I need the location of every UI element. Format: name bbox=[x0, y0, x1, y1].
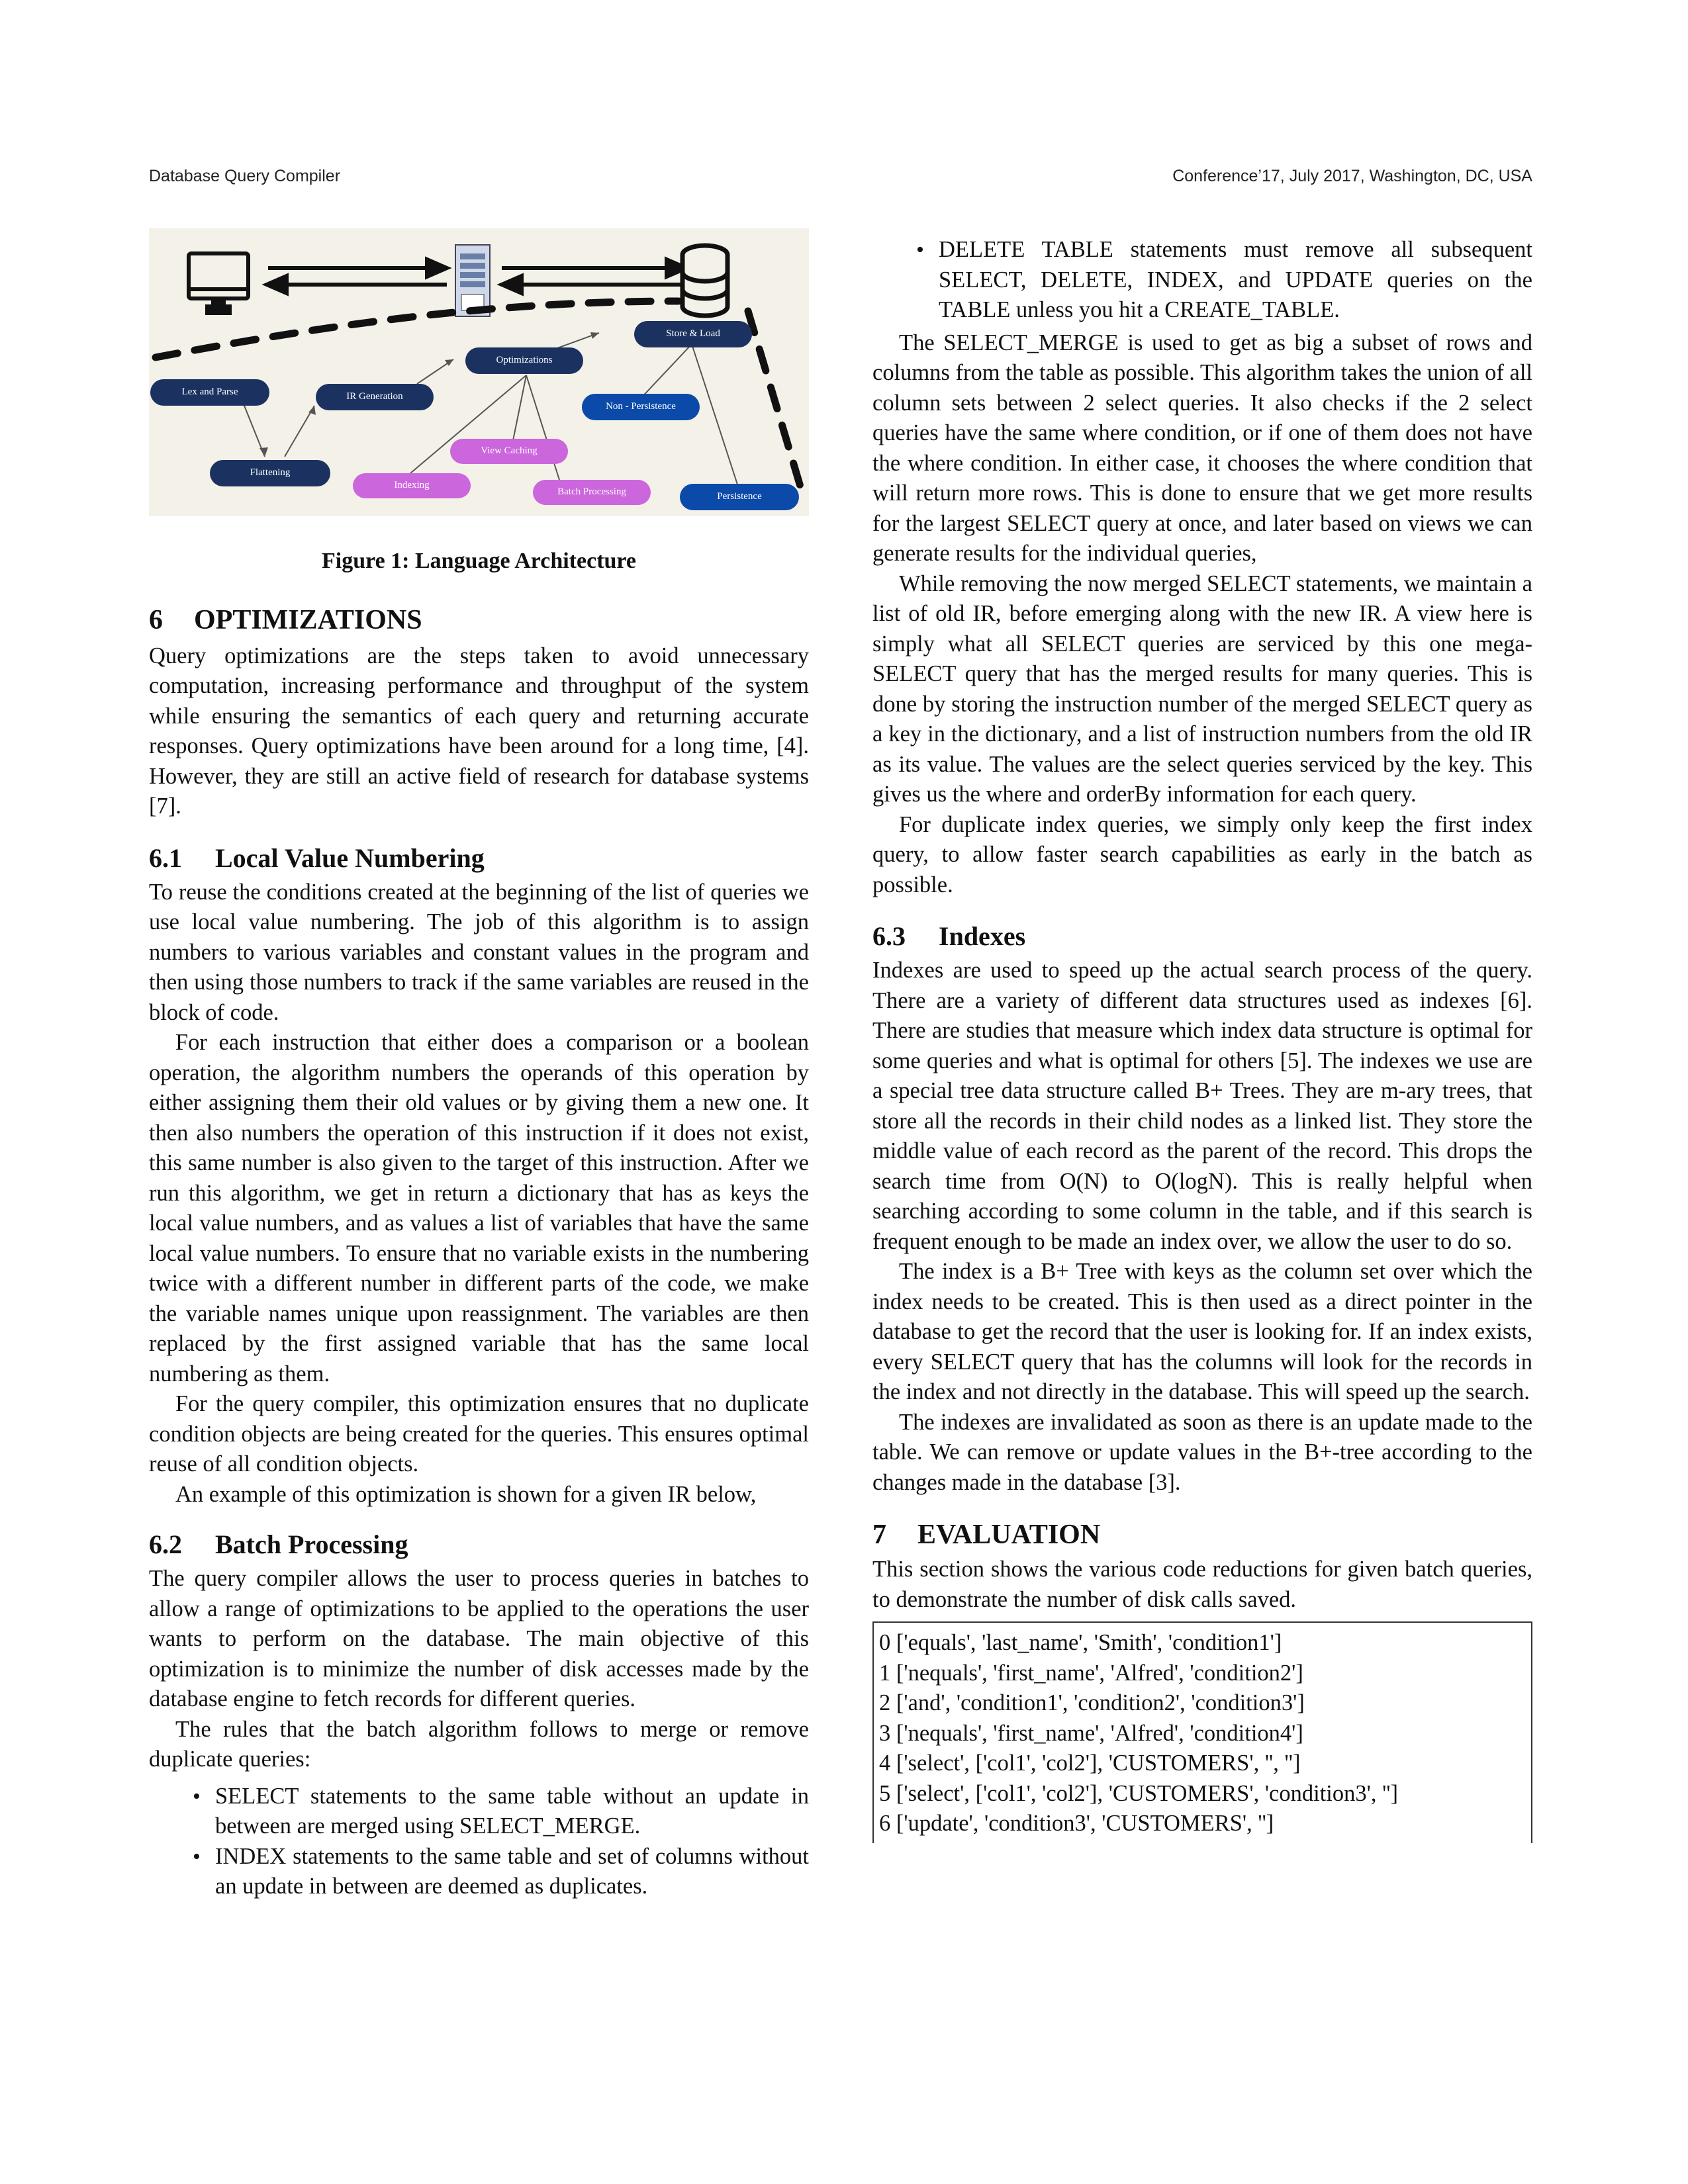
right-column bbox=[872, 235, 1532, 1843]
node-ir-generation: IR Generation bbox=[316, 384, 434, 410]
subsection-heading-local-value-numbering: 6.1 Local Value Numbering bbox=[149, 842, 485, 873]
paragraph: The index is a B+ Tree with keys as the column set over which the index needs to be created. This is then used as a direct pointer in the database to get the record that the user is looking for. If an index exists, every SELECT query that has the columns will look for the records in the index and not directly in the database. This will speed up the search. bbox=[872, 1259, 1532, 1404]
ir-code-listing bbox=[872, 1621, 1532, 1843]
paragraph: The rules that the batch algorithm follows to merge or remove duplicate queries: bbox=[149, 1716, 809, 1772]
paragraph: For the query compiler, this optimization ensures that no duplicate condition objects are being created for the queries. This ensures optimal reuse of all condition objects. bbox=[149, 1391, 809, 1477]
section-heading-optimizations: 6 OPTIMIZATIONS bbox=[149, 604, 422, 635]
code-line: 5 ['select', ['col1', 'col2'], 'CUSTOMERS', 'condition3', ''] bbox=[879, 1780, 1398, 1806]
list-item: • SELECT statements to the same table without an update in between are merged using SELECT_MERGE. bbox=[215, 1782, 809, 1842]
subsection-heading-batch-processing: 6.2 Batch Processing bbox=[149, 1529, 408, 1559]
paragraph: The indexes are invalidated as soon as there is an update made to the table. We can remove or update values in the B+-tree according to the changes made in the database [3]. bbox=[872, 1409, 1532, 1495]
paragraph: While removing the now merged SELECT statements, we maintain a list of old IR, before emerging along with the new IR. A view here is simply what all SELECT queries are serviced by this one mega-SELECT query that has the merged results for many queries. This is done by storing the instruction number of the merged SELECT query as a key in the dictionary, and a list of instruction numbers from the old IR as its value. The values are the select queries serviced by the key. This gives us the where and orderBy information for each query. bbox=[872, 570, 1532, 807]
code-line: 2 ['and', 'condition1', 'condition2', 'condition3'] bbox=[879, 1690, 1305, 1715]
code-line: 4 ['select', ['col1', 'col2'], 'CUSTOMERS', '', ''] bbox=[879, 1751, 1301, 1776]
paragraph: The query compiler allows the user to process queries in batches to allow a range of optimizations to be applied to the operations the user wants to perform on the database. The main objective of this optimization is to minimize the number of disk accesses made by the database engine to fetch records for different queries. bbox=[149, 1566, 809, 1711]
node-optimizations: Optimizations bbox=[465, 347, 583, 374]
paragraph: For each instruction that either does a comparison or a boolean operation, the algorithm numbers the operands of this operation by either assigning them their old values or by giving them a new one. It then also numbers the operation of this instruction if it does not exist, this same number is also given to the target of this instruction. After we run this algorithm, we get in return a dictionary that has as keys the local value numbers, and as values a list of variables that have the same local value numbers. To ensure that no variable exists in the numbering twice with a different number in different parts of the code, we make the variable names unique upon reassignment. The variables are then replaced by the first assigned variable that has the same local numbering as them. bbox=[149, 1030, 809, 1387]
server-icon bbox=[455, 245, 490, 316]
batch-rules-list bbox=[149, 1782, 809, 1902]
code-line: 6 ['update', 'condition3', 'CUSTOMERS', ''] bbox=[879, 1811, 1274, 1836]
computer-monitor-icon bbox=[189, 253, 248, 313]
database-icon bbox=[682, 246, 727, 316]
running-head-title: Database Query Compiler bbox=[149, 167, 341, 185]
node-indexing: Indexing bbox=[353, 473, 471, 498]
node-persistence: Persistence bbox=[680, 484, 799, 510]
paragraph: Indexes are used to speed up the actual search process of the query. There are a variety of different data structures used as indexes [6]. There are studies that measure which index data structure is optimal for some queries and what is optimal for others [5]. The indexes we use are a special tree data structure called B+ Trees. They are m-ary trees, that store all the records in their child nodes as a linked list. They store the middle value of each record as the parent of the record. This drops the search time from O(N) to O(logN). This is really helpful when searching according to some column in the table, and if this search is frequent enough to be made an index over, we allow the user to do so. bbox=[872, 958, 1532, 1254]
paragraph: Query optimizations are the steps taken to avoid unnecessary computation, increasing performance and throughput of the system while ensuring the semantics of each query and returning accurate responses. Query optimizations have been around for a long time, [4]. However, they are still an active field of research for database systems [7]. bbox=[149, 643, 809, 819]
paragraph: This section shows the various code reductions for given batch queries, to demonstrate the number of disk calls saved. bbox=[872, 1557, 1532, 1612]
paragraph: The SELECT_MERGE is used to get as big a subset of rows and columns from the table as possible. This algorithm takes the union of all column sets between 2 select queries. It also checks if the 2 select queries have the same where condition, or if one of them does not have the where condition. In either case, it chooses the where condition that will return more rows. This is done to ensure that we get more results for the largest SELECT query at once, and later based on views we can generate results for the individual queries, bbox=[872, 330, 1532, 566]
request-arrows-left bbox=[267, 259, 447, 293]
batch-rules-list-continued bbox=[872, 235, 1532, 326]
architecture-figure bbox=[149, 228, 809, 516]
paragraph: For duplicate index queries, we simply only keep the first index query, to allow faster search capabilities as early in the batch as possible. bbox=[872, 811, 1532, 897]
running-head-venue: Conference’17, July 2017, Washington, DC, USA bbox=[1172, 167, 1532, 185]
code-line: 1 ['nequals', 'first_name', 'Alfred', 'condition2'] bbox=[879, 1660, 1303, 1686]
node-batch-processing: Batch Processing bbox=[533, 480, 651, 505]
figure-caption: Figure 1: Language Architecture bbox=[321, 549, 636, 573]
code-line: 0 ['equals', 'last_name', 'Smith', 'condition1'] bbox=[879, 1630, 1282, 1655]
node-flattening: Flattening bbox=[210, 460, 330, 486]
node-lex-parse: Lex and Parse bbox=[150, 379, 269, 406]
paragraph: An example of this optimization is shown for a given IR below, bbox=[175, 1481, 757, 1507]
subsection-heading-indexes: 6.3 Indexes bbox=[872, 921, 1026, 951]
left-column bbox=[149, 228, 809, 1902]
node-store-load: Store & Load bbox=[634, 321, 752, 347]
list-item: • DELETE TABLE statements must remove all subsequent SELECT, DELETE, INDEX, and UPDATE queries on the TABLE unless you hit a CREATE_TABLE. bbox=[939, 235, 1532, 326]
node-non-persistence: Non - Persistence bbox=[582, 394, 700, 420]
node-view-caching: View Caching bbox=[450, 439, 568, 464]
paragraph: To reuse the conditions created at the beginning of the list of queries we use local value numbering. The job of this algorithm is to assign numbers to various variables and constant values in the program and then using those numbers to track if the same variables are reused in the block of code. bbox=[149, 879, 809, 1025]
list-item: • INDEX statements to the same table and set of columns without an update in between are deemed as duplicates. bbox=[215, 1842, 809, 1902]
code-line: 3 ['nequals', 'first_name', 'Alfred', 'condition4'] bbox=[879, 1720, 1303, 1746]
section-heading-evaluation: 7 EVALUATION bbox=[872, 1520, 1101, 1550]
request-arrows-right bbox=[502, 259, 686, 293]
